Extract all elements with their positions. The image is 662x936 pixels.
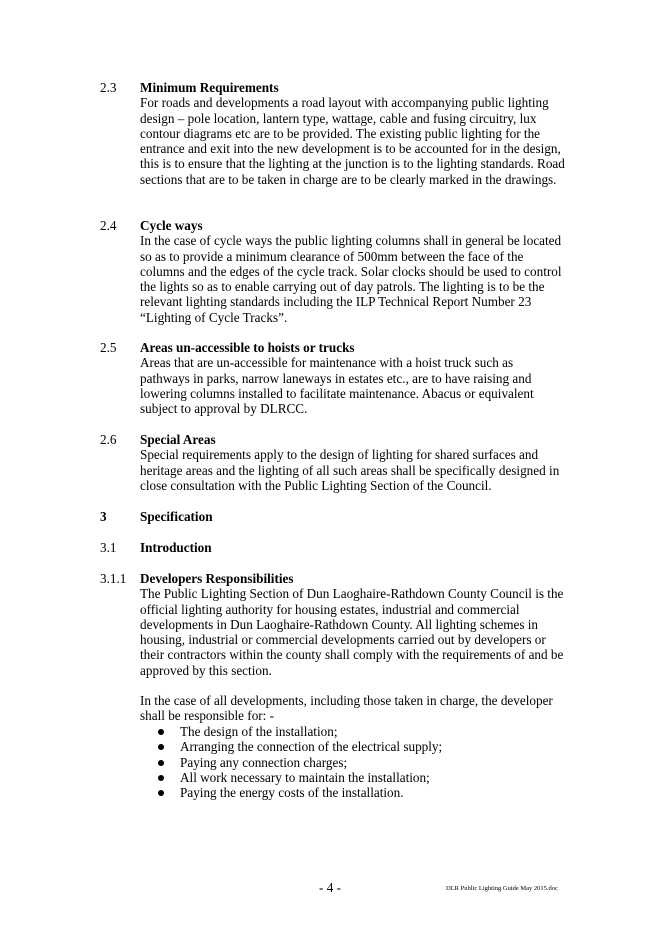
section-number: 3.1.1 [100,571,127,586]
list-item [140,739,442,754]
list-item-text: All work necessary to maintain the installation; [180,769,430,785]
section-heading: Minimum Requirements [140,80,279,95]
section-number: 2.3 [100,80,117,95]
list-item [140,785,442,800]
section-body: In the case of cycle ways the public lighting columns shall in general be located so as to provide a minimum clearance of 500mm between the face of the columns and the edges of the cycle track. Solar clocks should be used to control the lights so as to enable carrying out of day patrols. The lighting is to be the relevant lighting standards including the ILP Technical Report Number 23 “Lighting of Cycle Tracks”. [140,233,562,325]
section-number: 2.4 [100,218,117,233]
bullet-icon [158,729,164,735]
footer-filename: DLR Public Lighting Guide May 2015.doc [446,885,558,892]
list-item [140,755,442,770]
list-item [140,724,442,739]
list-item-text: Arranging the connection of the electrical supply; [180,739,443,755]
section-number: 2.5 [100,340,117,355]
section-heading: Areas un-accessible to hoists or trucks [140,340,355,355]
responsibilities-intro: In the case of all developments, including those taken in charge, the developer shall be responsible for: - [140,693,553,724]
list-item-text: The design of the installation; [180,724,338,739]
section-heading: Cycle ways [140,218,203,233]
section-body: For roads and developments a road layout with accompanying public lighting design – pole location, lantern type, wattage, cable and fusing circuitry, lux contour diagrams etc are to be provided. The existing public lighting for the entrance and exit into the new development is to be accounted for in the design, this is to ensure that the lighting at the junction is to the lighting standards. Road sections that are to be taken in charge are to be clearly marked in the drawings. [140,95,565,187]
list-item [140,770,442,785]
section-heading: Introduction [140,540,212,555]
section-body: Areas that are un-accessible for maintenance with a hoist truck such as pathways in parks, narrow laneways in estates etc., are to have raising and lowering columns installed to facilitate maintenance. Abacus or equivalent subject to approval by DLRCC. [140,355,534,417]
section-heading: Specification [140,509,213,524]
bullet-icon [158,790,164,796]
bullet-icon [158,760,164,766]
section-heading: Developers Responsibilities [140,571,294,586]
bullet-icon [158,744,164,750]
page-number: - 4 - [319,880,341,895]
bullet-icon [158,775,164,781]
list-item-text: Paying any connection charges; [180,754,348,770]
responsibilities-list [140,724,442,800]
list-item-text: Paying the energy costs of the installation. [180,785,404,801]
section-number: 2.6 [100,432,117,447]
section-number: 3 [100,509,107,524]
section-body: The Public Lighting Section of Dun Laoghaire-Rathdown County Council is the official lighting authority for housing estates, industrial and commercial developments in Dun Laoghaire-Rathdown County. All lighting schemes in housing, industrial or commercial developments carried out by developers or their contractors within the county shall comply with the requirements of and be approved by this section. [140,586,564,678]
section-number: 3.1 [100,540,117,555]
section-body: Special requirements apply to the design of lighting for shared surfaces and heritage areas and the lighting of all such areas shall be specifically designed in close consultation with the Public Lighting Section of the Council. [140,447,560,493]
section-heading: Special Areas [140,432,216,447]
